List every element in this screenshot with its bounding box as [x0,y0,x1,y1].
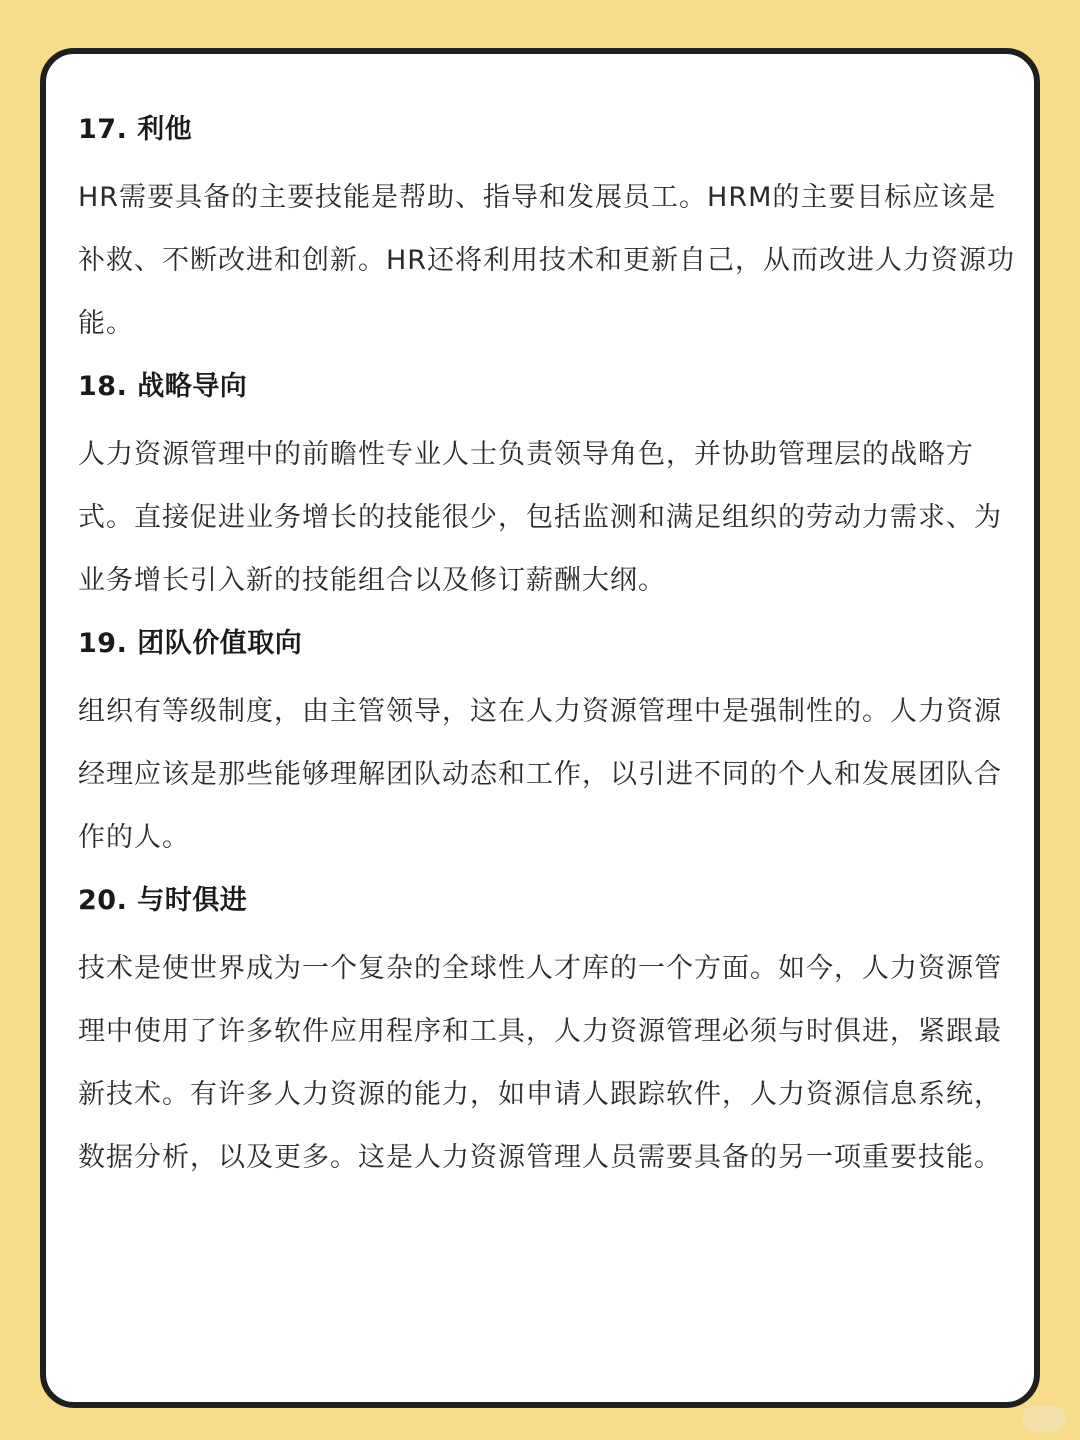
section-body: 组织有等级制度，由主管领导，这在人力资源管理中是强制性的。人力资源经理应该是那些能够理解团队动态和工作，以引进不同的个人和发展团队合作的人。 [78,696,1002,853]
article-content [78,110,1018,1201]
watermark-icon [1022,1406,1066,1432]
content-card [40,48,1040,1408]
section-body: 技术是使世界成为一个复杂的全球性人才库的一个方面。如今，人力资源管理中使用了许多软件应用程序和工具，人力资源管理必须与时俱进，紧跟最新技术。有许多人力资源的能力，如申请人跟踪软件，人力资源信息系统，数据分析，以及更多。这是人力资源管理人员需要具备的另一项重要技能。 [78,953,1002,1173]
section-body: 人力资源管理中的前瞻性专业人士负责领导角色，并协助管理层的战略方式。直接促进业务增长的技能很少，包括监测和满足组织的劳动力需求、为业务增长引入新的技能组合以及修订薪酬大纲。 [78,439,1002,596]
section-title: 18. 战略导向 [78,371,248,402]
section-title: 19. 团队价值取向 [78,628,303,659]
section-20 [78,881,1018,1189]
section-19 [78,624,1018,869]
section-title: 20. 与时俱进 [78,885,248,916]
section-body: HR需要具备的主要技能是帮助、指导和发展员工。HRM的主要目标应该是补救、不断改进和创新。HR还将利用技术和更新自己，从而改进人力资源功能。 [78,182,1016,339]
section-18 [78,367,1018,612]
section-17 [78,110,1018,355]
section-title: 17. 利他 [78,114,193,145]
